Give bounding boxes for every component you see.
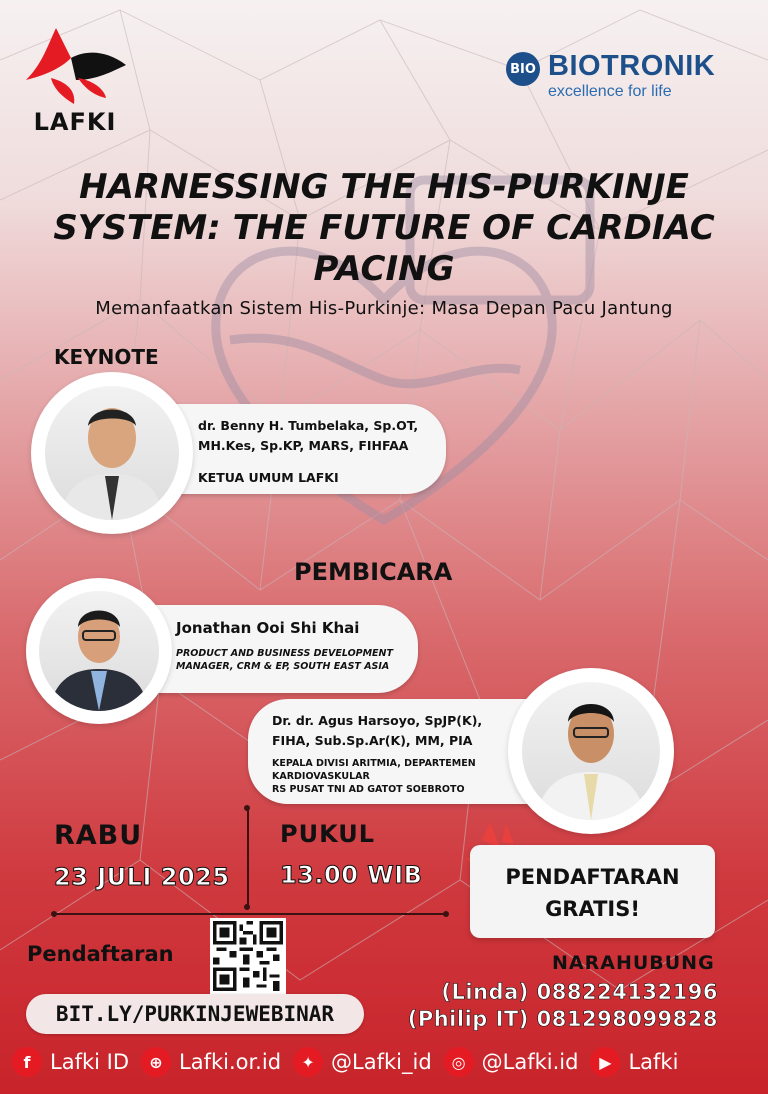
speaker-1-card xyxy=(150,605,418,693)
speaker-2-photo xyxy=(508,668,674,834)
divider-dot xyxy=(51,911,57,917)
speaker-1-role-line-1: PRODUCT AND BUSINESS DEVELOPMENT xyxy=(176,648,393,659)
social-facebook[interactable] xyxy=(12,1047,129,1077)
social-facebook-label: Lafki ID xyxy=(50,1050,129,1074)
keynote-card xyxy=(170,404,446,494)
speaker-2-role-line-2: KARDIOVASKULAR xyxy=(272,771,370,782)
twitter-icon: ✦ xyxy=(293,1047,323,1077)
person-avatar-icon xyxy=(522,682,660,820)
speaker-2-name-line-1: Dr. dr. Agus Harsoyo, SpJP(K), xyxy=(272,713,483,728)
social-twitter-label: @Lafki_id xyxy=(331,1050,432,1074)
social-youtube[interactable] xyxy=(590,1047,678,1077)
social-website-label: Lafki.or.id xyxy=(179,1050,282,1074)
speaker-2-card xyxy=(248,699,538,804)
title-line-1: HARNESSING THE HIS-PURKINJE xyxy=(79,167,689,207)
registration-link[interactable]: BIT.LY/PURKINJEWEBINAR xyxy=(26,994,364,1034)
time-label: PUKUL xyxy=(280,820,376,848)
biotronik-name: BIOTRONIK xyxy=(548,50,716,82)
divider-dot xyxy=(443,911,449,917)
event-date: 23 JULI 2025 xyxy=(54,863,230,891)
keynote-name-line-2: MH.Kes, Sp.KP, MARS, FIHFAA xyxy=(198,438,409,453)
reg-box-line-2: GRATIS! xyxy=(545,897,640,921)
speaker-1-role-line-2: MANAGER, CRM & EP, SOUTH EAST ASIA xyxy=(176,661,390,672)
speaker-1-photo xyxy=(26,578,172,724)
event-title xyxy=(20,167,748,290)
keynote-role: KETUA UMUM LAFKI xyxy=(198,470,339,485)
facebook-icon: f xyxy=(12,1047,42,1077)
horizontal-divider xyxy=(54,913,446,915)
speaker-2-role-line-1: KEPALA DIVISI ARITMIA, DEPARTEMEN xyxy=(272,758,476,769)
event-subtitle: Memanfaatkan Sistem His-Purkinje: Masa Depan Pacu Jantung xyxy=(95,298,673,319)
keynote-name-line-1: dr. Benny H. Tumbelaka, Sp.OT, xyxy=(198,418,419,433)
biotronik-tagline: excellence for life xyxy=(548,83,672,100)
social-instagram[interactable] xyxy=(444,1047,579,1077)
social-youtube-label: Lafki xyxy=(628,1050,679,1074)
qr-code-icon xyxy=(213,921,283,991)
speaker-2-name-line-2: FIHA, Sub.Sp.Ar(K), MM, PIA xyxy=(272,733,473,748)
contact-heading: NARAHUBUNG xyxy=(552,952,715,974)
registration-label: Pendaftaran xyxy=(27,942,174,966)
speaker-2-role-line-3: RS PUSAT TNI AD GATOT SOEBROTO xyxy=(272,784,465,795)
keynote-heading: KEYNOTE xyxy=(54,345,159,369)
keynote-photo xyxy=(31,372,193,534)
title-line-3: PACING xyxy=(313,249,455,289)
globe-icon: ⊕ xyxy=(141,1047,171,1077)
contact-linda[interactable]: (Linda) 088224132196 xyxy=(441,980,718,1004)
speaker-1-name: Jonathan Ooi Shi Khai xyxy=(176,619,360,637)
title-line-2: SYSTEM: THE FUTURE OF CARDIAC xyxy=(53,208,715,248)
social-twitter[interactable] xyxy=(293,1047,432,1077)
person-avatar-icon xyxy=(39,591,159,711)
divider-dot xyxy=(244,805,250,811)
biotronik-logo xyxy=(506,50,746,106)
reg-box-line-1: PENDAFTARAN xyxy=(505,865,680,889)
free-registration-box xyxy=(470,845,715,938)
lafki-wordmark: LAFKI xyxy=(33,108,117,136)
social-links-bar xyxy=(12,1042,758,1082)
youtube-icon: ▶ xyxy=(590,1047,620,1077)
event-time: 13.00 WIB xyxy=(280,861,423,889)
contact-philip[interactable]: (Philip IT) 081298099828 xyxy=(407,1007,718,1031)
divider-dot xyxy=(244,904,250,910)
registration-qr-code[interactable] xyxy=(210,918,286,994)
event-day: RABU xyxy=(54,820,143,851)
person-avatar-icon xyxy=(45,386,179,520)
biotronik-mark-icon: BIO xyxy=(506,52,540,86)
instagram-icon: ◎ xyxy=(444,1047,474,1077)
social-website[interactable] xyxy=(141,1047,281,1077)
speakers-heading: PEMBICARA xyxy=(294,558,453,586)
lafki-bird-icon xyxy=(16,20,136,110)
vertical-divider xyxy=(247,808,249,908)
lafki-logo xyxy=(16,20,136,135)
social-instagram-label: @Lafki.id xyxy=(481,1050,579,1074)
